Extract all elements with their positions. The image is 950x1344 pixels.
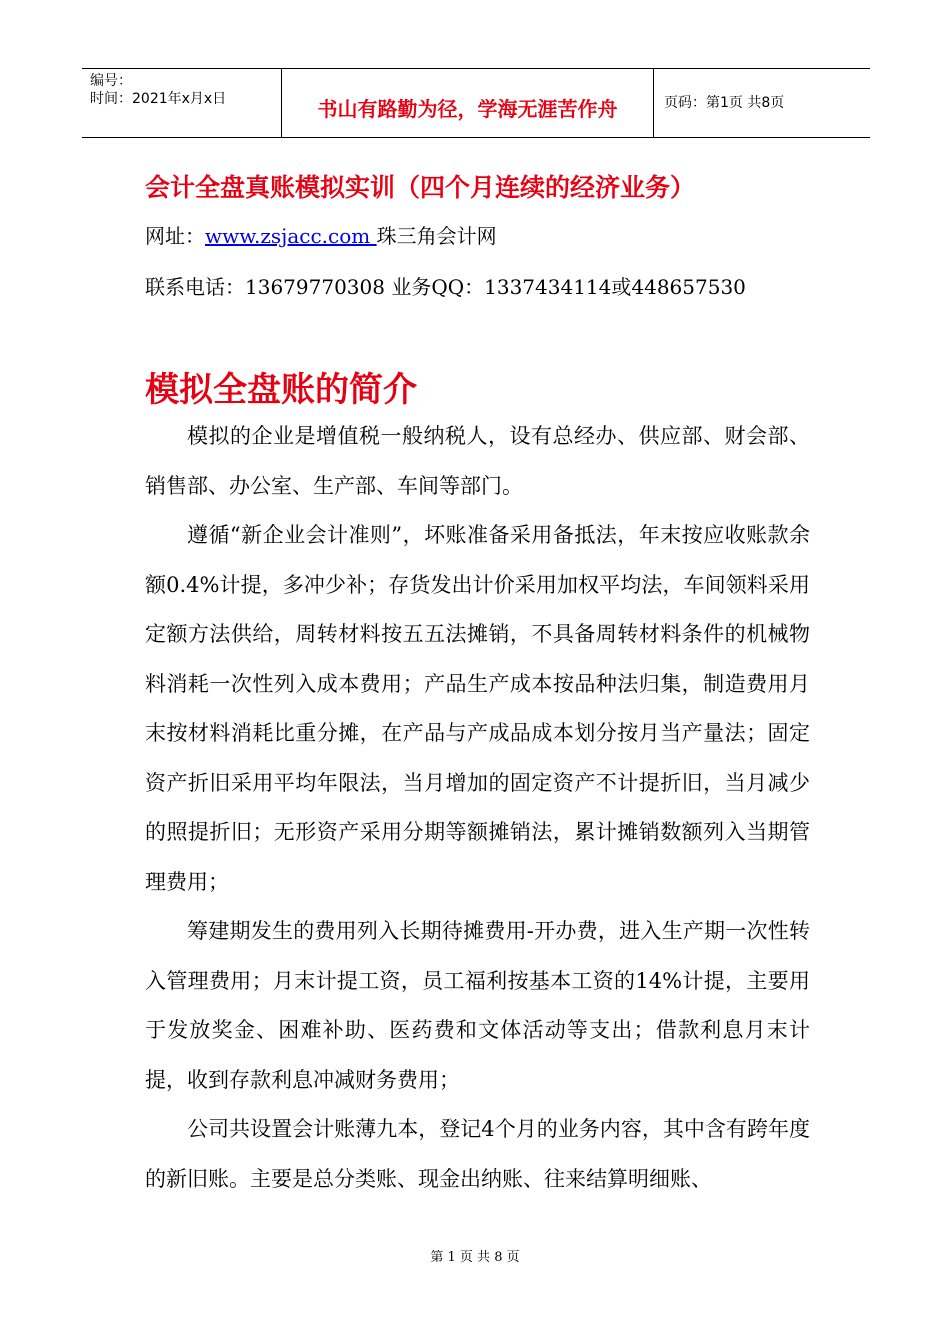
header-motto: 书山有路勤为径，学海无涯苦作舟 bbox=[317, 97, 618, 121]
contact-line: 联系电话：13679770308 业务QQ：1337434114或448657530 bbox=[145, 275, 746, 299]
page-header bbox=[82, 68, 870, 138]
paragraph: 遵循“新企业会计准则”，坏账准备采用备抵法，年末按应收账款余额0.4%计提，多冲少补；存货发出计价采用加权平均法，车间领料采用定额方法供给，周转材料按五五法摊销，不具备周转材料条件的机械物料消耗一次性列入成本费用；产品生产成本按品种法归集，制造费用月末按材料消耗比重分摊，在产品与产成品成本划分按月当产量法；固定资产折旧采用平均年限法，当月增加的固定资产不计提折旧，当月减少的照提折旧；无形资产采用分期等额摊销法，累计摊销数额列入当期管理费用； bbox=[145, 523, 810, 894]
document-title: 会计全盘真账模拟实训（四个月连续的经济业务） bbox=[145, 173, 696, 202]
header-motto-cell bbox=[282, 69, 654, 137]
page-footer: 第 1 页 共 8 页 bbox=[430, 1250, 520, 1265]
serial-number-label: 编号： bbox=[90, 73, 132, 89]
website-line bbox=[145, 220, 497, 249]
paragraph: 公司共设置会计账薄九本，登记4个月的业务内容，其中含有跨年度的新旧账。主要是总分类账、现金出纳账、往来结算明细账、 bbox=[145, 1117, 810, 1191]
body-text bbox=[145, 412, 810, 1204]
header-page-cell bbox=[654, 69, 870, 137]
paragraph: 筹建期发生的费用列入长期待摊费用-开办费，进入生产期一次性转入管理费用；月末计提工资，员工福利按基本工资的14%计提，主要用于发放奖金、困难补助、医药费和文体活动等支出；借款利息月末计提，收到存款利息冲减财务费用； bbox=[145, 919, 810, 1092]
section-heading: 模拟全盘账的简介 bbox=[145, 370, 417, 410]
paragraph: 模拟的企业是增值税一般纳税人，设有总经办、供应部、财会部、销售部、办公室、生产部、车间等部门。 bbox=[145, 424, 810, 498]
header-page-info: 页码：第1页 共8页 bbox=[664, 95, 785, 111]
website-name: 珠三角会计网 bbox=[376, 224, 497, 248]
date-label: 时间：2021年x月x日 bbox=[90, 91, 227, 107]
website-label: 网址： bbox=[145, 224, 205, 248]
website-link[interactable]: www.zsjacc.com bbox=[205, 224, 377, 248]
header-meta-cell bbox=[82, 69, 282, 137]
